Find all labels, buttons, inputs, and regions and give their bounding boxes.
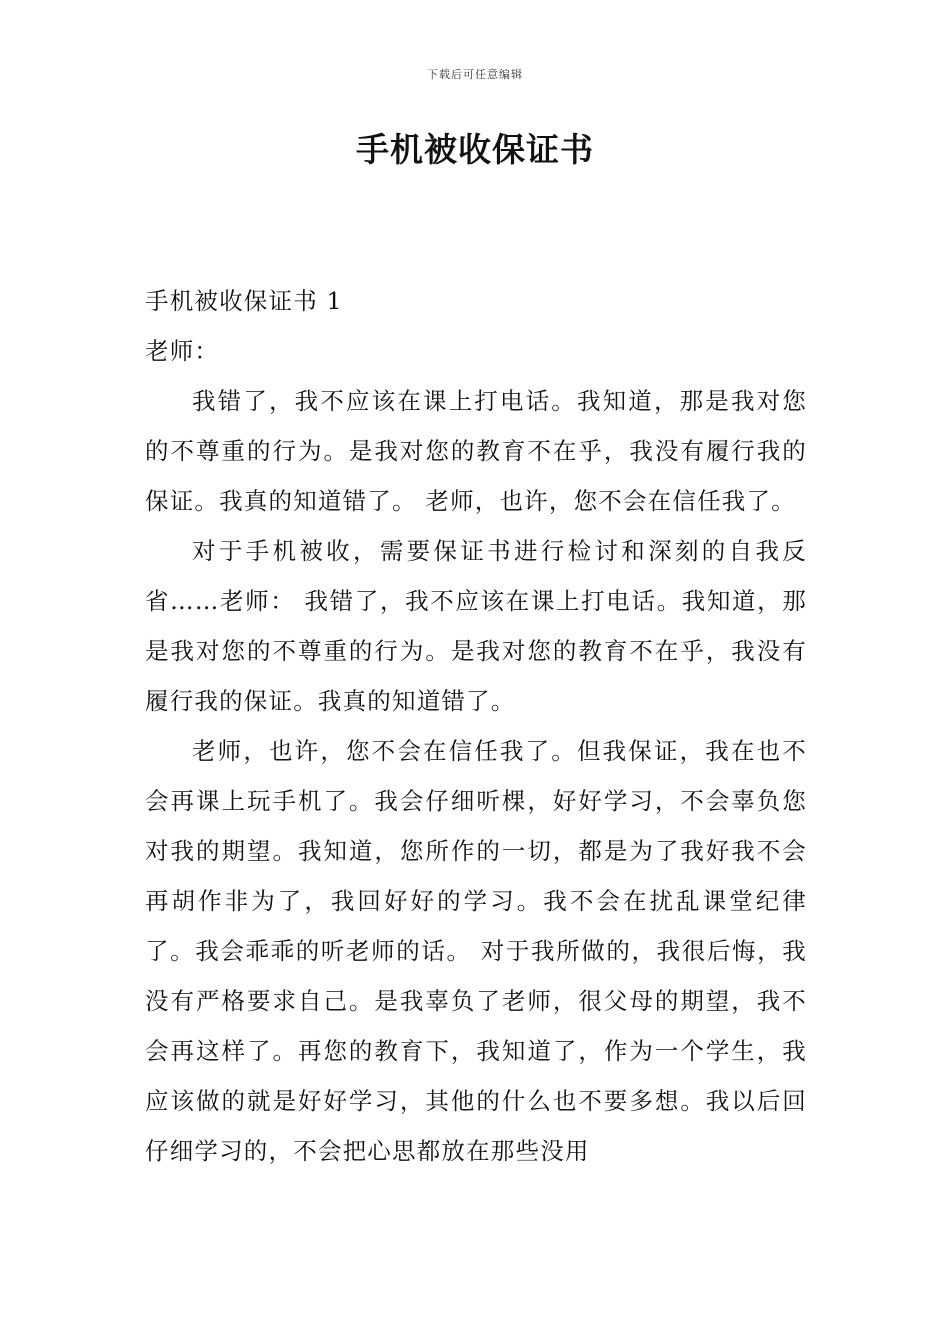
paragraph-3: 老师，也许，您不会在信任我了。但我保证，我在也不会再课上玩手机了。我会仔细听棵，好好学习，不会辜负您对我的期望。我知道，您所作的一切，都是为了我好我不会再胡作非为了，我回好好的学习。我不会在扰乱课堂纪律了。我会乖乖的听老师的话。 对于我所做的，我很后悔，我没有严格要求自己。是我辜负了老师，很父母的期望，我不会再这样了。再您的教育下，我知道了，作为一个学生，我应该做的就是好好学习，其他的什么也不要多想。我以后回仔细学习的，不会把心思都放在那些没用 bbox=[145, 737, 807, 1165]
paragraph-1: 我错了，我不应该在课上打电话。我知道，那是我对您的不尊重的行为。是我对您的教育不在乎，我没有履行我的保证。我真的知道错了。 老师，也许，您不会在信任我了。 bbox=[145, 387, 807, 515]
document-title: 手机被收保证书 bbox=[356, 130, 594, 169]
paragraph-2: 对于手机被收，需要保证书进行检讨和深刻的自我反省……老师： 我错了，我不应该在课上打电话。我知道，那是我对您的不尊重的行为。是我对您的教育不在乎，我没有履行我的保证。我真的知道错了。 bbox=[145, 537, 807, 715]
salutation: 老师： bbox=[145, 337, 220, 365]
header-note: 下载后可任意编辑 bbox=[427, 68, 523, 81]
document-body bbox=[145, 276, 807, 1176]
section-subtitle: 手机被收保证书 1 bbox=[145, 287, 343, 315]
